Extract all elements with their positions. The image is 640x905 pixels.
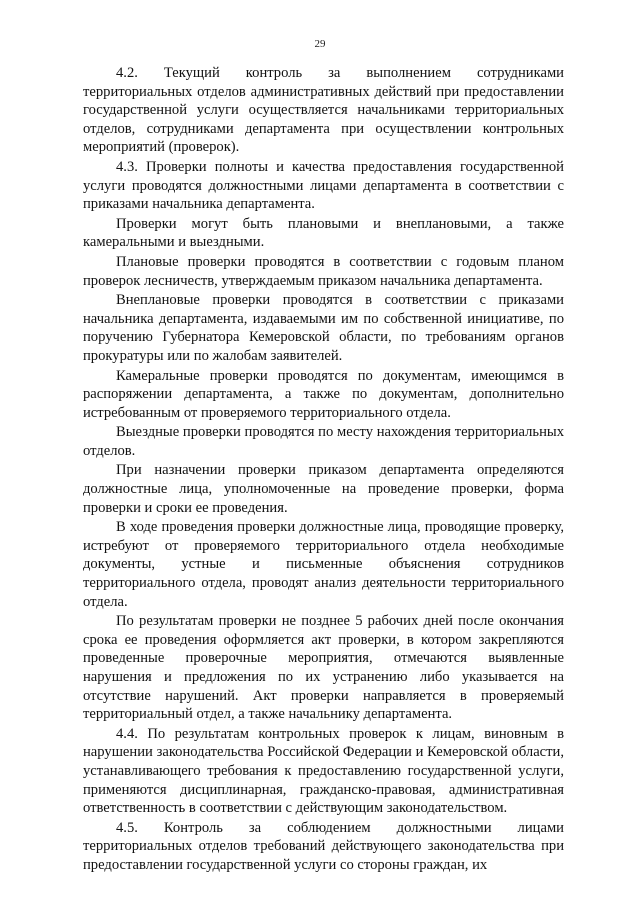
paragraph-desk-inspections: Камеральные проверки проводятся по документам, имеющимся в распоряжении департамента, а также по документам, дополнительно истребованным от проверяемого территориального отдела. [83, 367, 564, 421]
paragraph-unplanned-inspections: Внеплановые проверки проводятся в соответствии с приказами начальника департамента, издаваемыми им по собственной инициативе, по поручению Губернатора Кемеровской области, по требованиям органов прокуратуры или по жалобам заявителей. [83, 292, 564, 364]
document-body [83, 64, 564, 876]
paragraph-inspection-types: Проверки могут быть плановыми и внеплановыми, а также камеральными и выездными. [83, 215, 564, 251]
paragraph-inspection-process: В ходе проведения проверки должностные лица, проводящие проверку, истребуют от проверяемого территориального отдела необходимые документы, устные и письменные объяснения сотрудников территориального отдела, проводят анализ деятельности территориального отдела. [83, 519, 564, 610]
paragraph-field-inspections: Выездные проверки проводятся по месту нахождения территориальных отделов. [83, 424, 564, 459]
paragraph-4-2: 4.2. Текущий контроль за выполнением сотрудниками территориальных отделов административных действий при предоставлении государственной услуги осуществляется начальниками территориальных отделов, сотрудниками департамента при осуществлении контрольных мероприятий (проверок). [83, 65, 564, 156]
paragraph-4-3: 4.3. Проверки полноты и качества предоставления государственной услуги проводятся должностными лицами департамента в соответствии с приказами начальника департамента. [83, 158, 564, 213]
paragraph-inspection-appointment: При назначении проверки приказом департамента определяются должностные лица, уполномоченные на проведение проверки, форма проверки и сроки ее проведения. [83, 462, 564, 516]
paragraph-inspection-results: По результатам проверки не позднее 5 рабочих дней после окончания срока ее проведения оформляется акт проверки, в котором закрепляются проведенные проверочные мероприятия, отмечаются выявленные нарушения и предложения по их устранению либо указывается на отсутствие нарушений. Акт проверки направляется в проверяемый территориальный отдел, а также начальнику департамента. [83, 613, 564, 723]
paragraph-4-4: 4.4. По результатам контрольных проверок к лицам, виновным в нарушении законодательства Российской Федерации и Кемеровской области, устанавливающего требования к предоставлению государственной услуги, применяются дисциплинарная, гражданско-правовая, административная ответственность в соответствии с действующим законодательством. [83, 725, 564, 817]
page-number: 29 [314, 38, 326, 50]
paragraph-planned-inspections: Плановые проверки проводятся в соответствии с годовым планом проверок лесничеств, утверждаемым приказом начальника департамента. [83, 253, 564, 289]
paragraph-4-5: 4.5. Контроль за соблюдением должностными лицами территориальных отделов требований действующего законодательства при предоставлении государственной услуги со стороны граждан, их [83, 819, 564, 873]
